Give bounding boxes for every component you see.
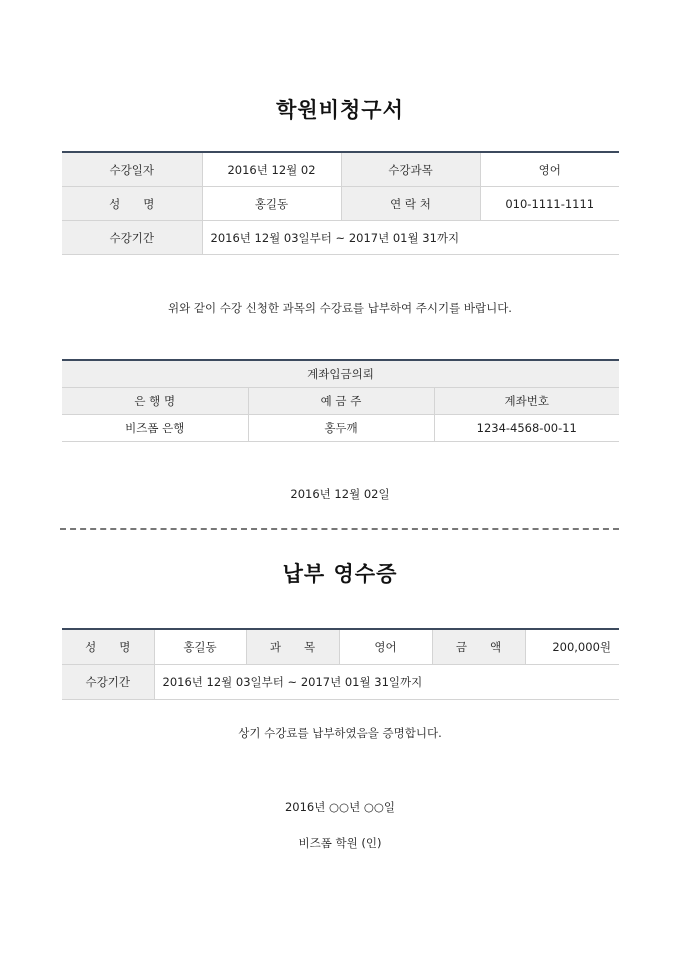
period-value: 2016년 12월 03일부터 ~ 2017년 01월 31까지 — [202, 221, 619, 255]
account-number-header: 계좌번호 — [434, 388, 619, 415]
bank-name-value: 비즈폼 은행 — [62, 415, 248, 442]
invoice-title: 학원비청구서 — [276, 98, 404, 122]
receipt-name-label: 성 명 — [62, 629, 154, 665]
receipt-subject-value: 영어 — [339, 629, 432, 665]
table-row — [62, 187, 619, 221]
receipt-amount-label: 금 액 — [432, 629, 525, 665]
contact-label: 연 락 처 — [341, 187, 480, 221]
table-row — [62, 629, 619, 665]
account-number-value: 1234-4568-00-11 — [434, 415, 619, 442]
table-row — [62, 415, 619, 442]
contact-value: 010-1111-1111 — [480, 187, 619, 221]
receipt-academy-seal: 비즈폼 학원 (인) — [298, 836, 382, 850]
name-label: 성 명 — [62, 187, 202, 221]
course-value: 영어 — [480, 152, 619, 187]
enrollment-table — [62, 151, 619, 255]
account-holder-value: 홍두깨 — [248, 415, 434, 442]
receipt-table — [62, 628, 619, 700]
table-row — [62, 388, 619, 415]
table-row — [62, 665, 619, 700]
receipt-name-value: 홍길동 — [154, 629, 246, 665]
invoice-issue-date: 2016년 12월 02일 — [290, 487, 390, 501]
table-row — [62, 221, 619, 255]
receipt-subject-label: 과 목 — [246, 629, 339, 665]
enroll-date-label: 수강일자 — [62, 152, 202, 187]
receipt-date: 2016년 ○○년 ○○일 — [284, 800, 396, 814]
receipt-title: 납부 영수증 — [282, 562, 398, 586]
payment-request-text: 위와 같이 수강 신청한 과목의 수강료를 납부하여 주시기를 바랍니다. — [168, 301, 512, 315]
bank-transfer-table — [62, 359, 619, 442]
account-holder-header: 예 금 주 — [248, 388, 434, 415]
receipt-confirm-text: 상기 수강료를 납부하였음을 증명합니다. — [238, 726, 442, 740]
receipt-period-value: 2016년 12월 03일부터 ~ 2017년 01월 31일까지 — [154, 665, 619, 700]
period-label: 수강기간 — [62, 221, 202, 255]
bank-name-header: 은 행 명 — [62, 388, 248, 415]
table-row — [62, 152, 619, 187]
course-label: 수강과목 — [341, 152, 480, 187]
enroll-date-value: 2016년 12월 02 — [202, 152, 341, 187]
cut-line — [60, 528, 619, 530]
bank-table-header: 계좌입금의뢰 — [62, 360, 619, 388]
table-row — [62, 360, 619, 388]
name-value: 홍길동 — [202, 187, 341, 221]
receipt-period-label: 수강기간 — [62, 665, 154, 700]
receipt-amount-value: 200,000원 — [525, 629, 619, 665]
